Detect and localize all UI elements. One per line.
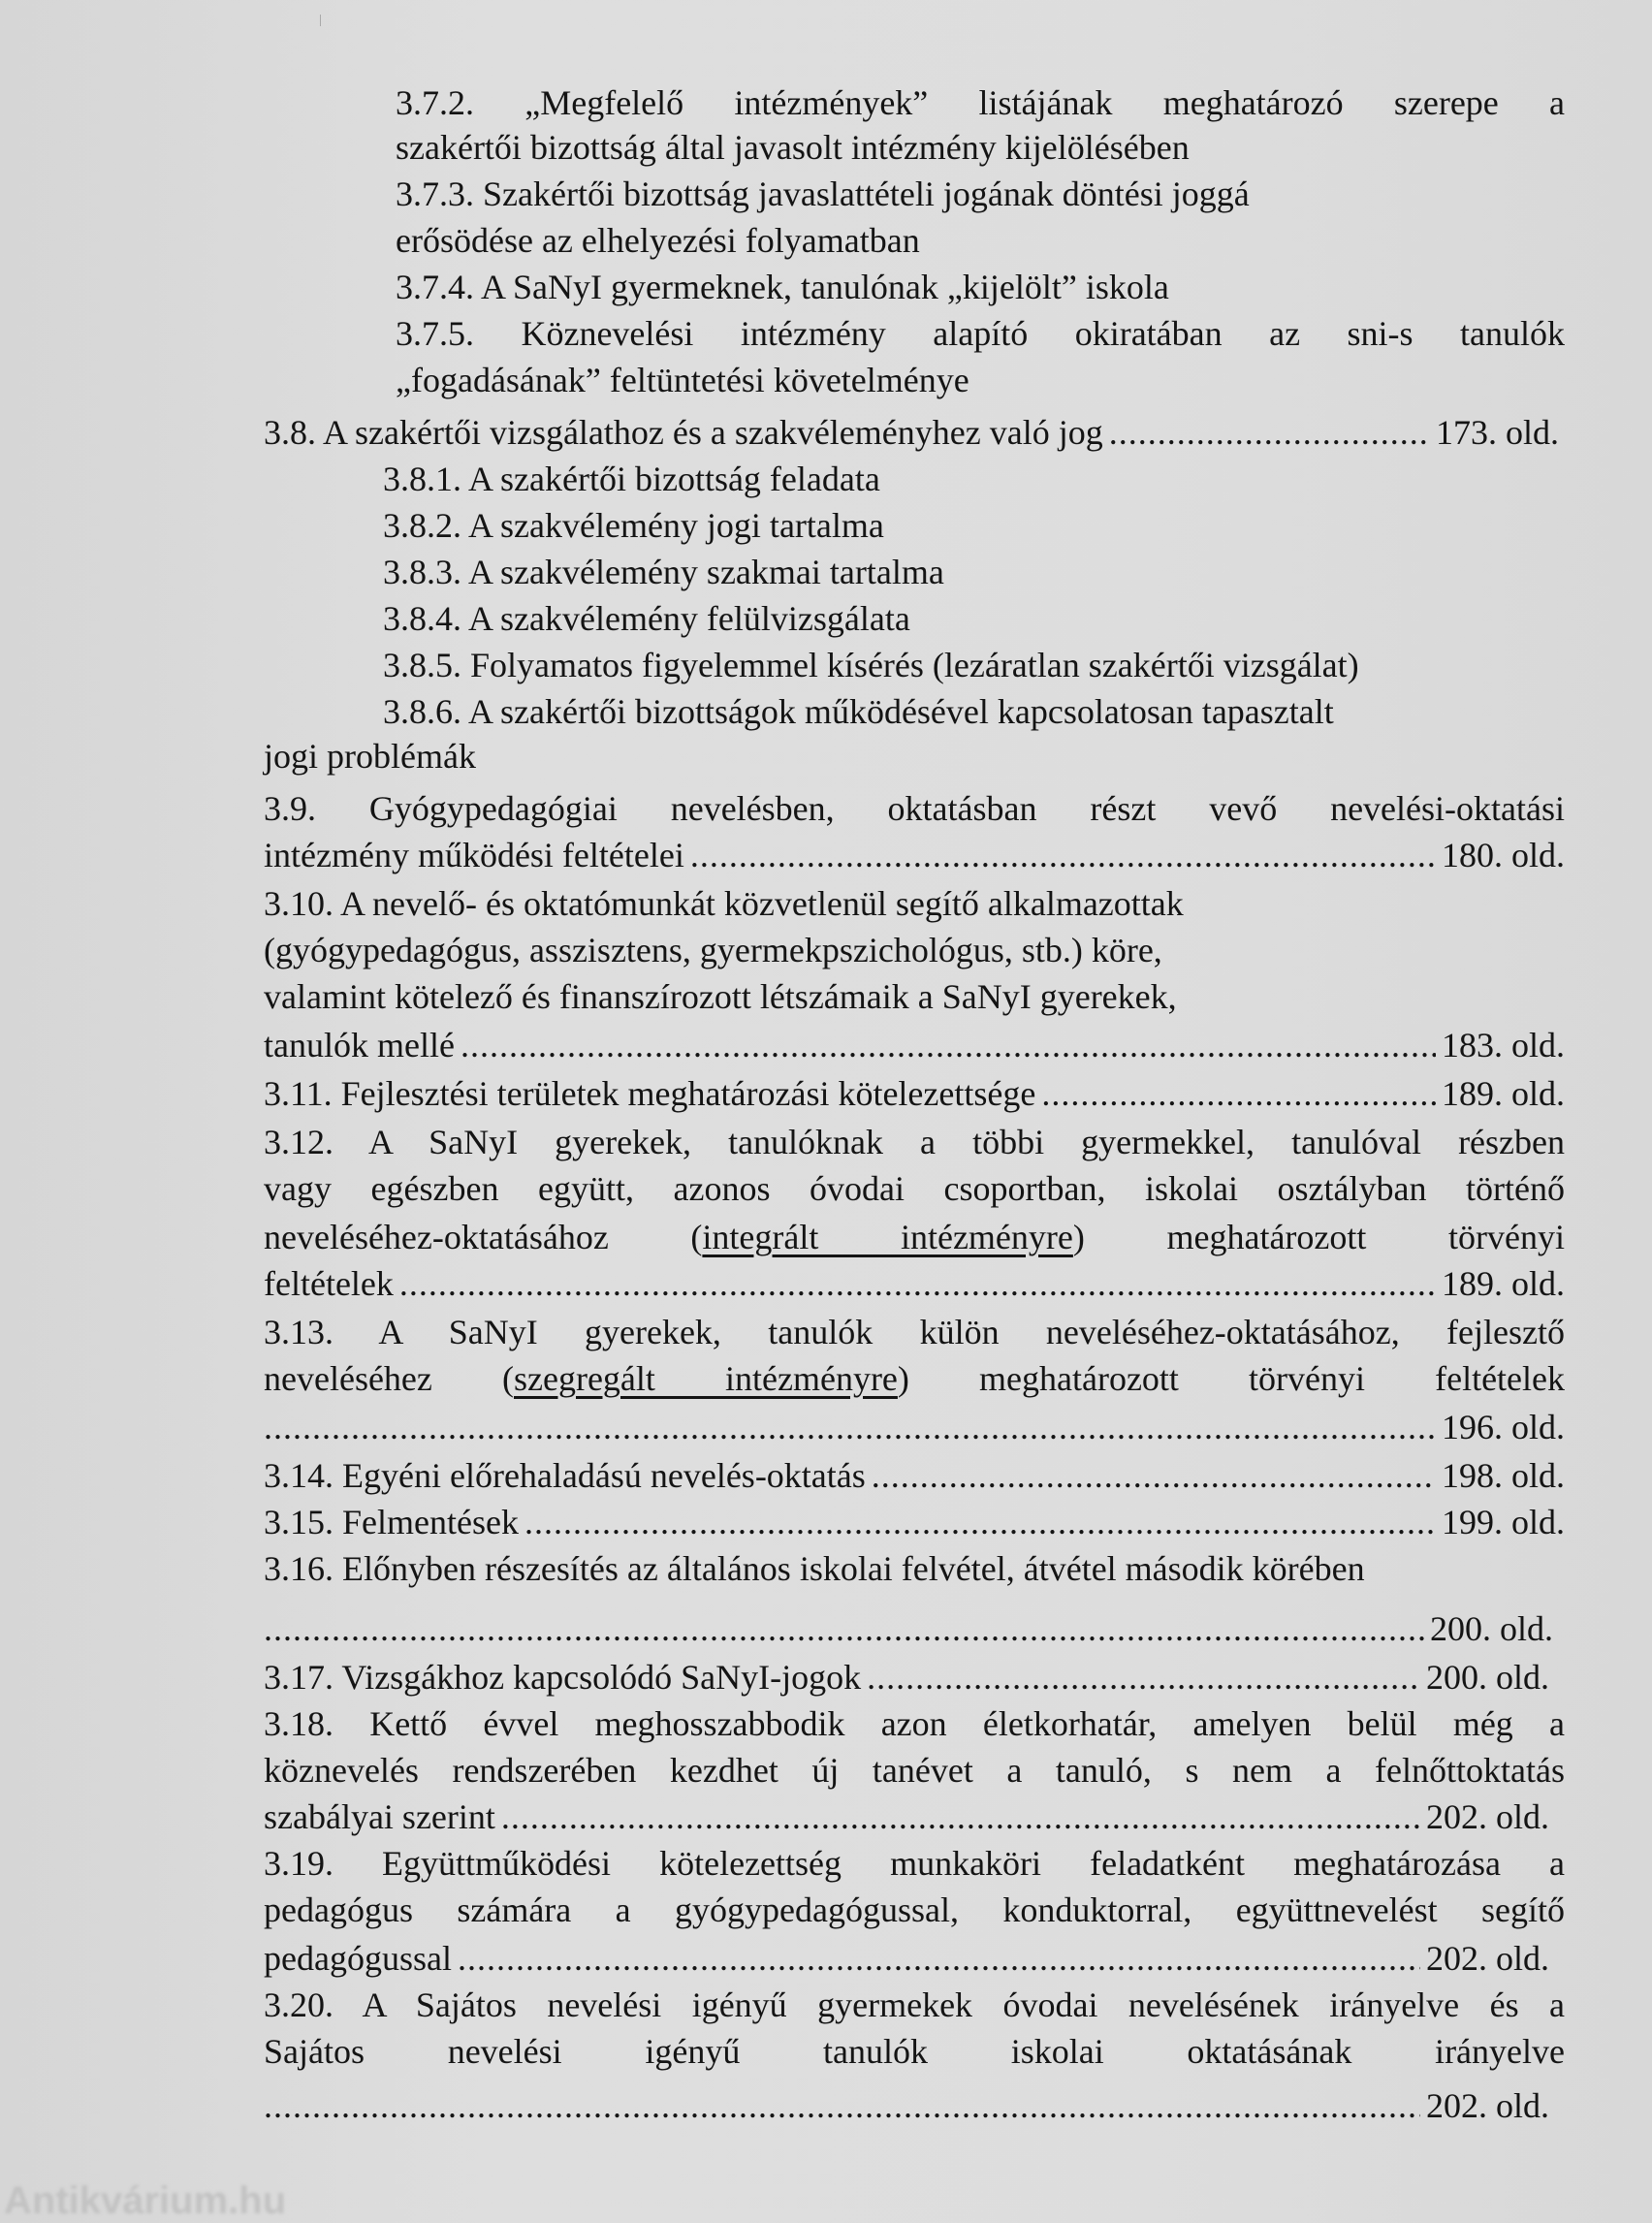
toc-entry-3-8-4: 3.8.4. A szakvélemény felülvizsgálata	[383, 599, 910, 638]
toc-entry-3-8-6-line-1: 3.8.6. A szakértői bizottságok működésével kapcsolatosan tapasztalt	[383, 692, 1334, 731]
toc-entry-3-8-3: 3.8.3. A szakvélemény szakmai tartalma	[383, 553, 944, 591]
toc-entry-3-7-3-line-2: erősödése az elhelyezési folyamatban	[396, 221, 920, 260]
dot-leader	[690, 834, 1436, 876]
toc-entry-title: 3.14. Egyéni előrehaladású nevelés-oktatás	[264, 1456, 866, 1495]
toc-entry-3-17[interactable]	[264, 1656, 1549, 1699]
toc-entry-3-7-5-line-2: „fogadásának” feltüntetési követelménye	[396, 361, 969, 399]
toc-entry-3-12-line-3	[264, 1216, 1565, 1258]
toc-entry-3-20-line-3[interactable]	[264, 2084, 1549, 2127]
toc-entry-3-14[interactable]	[264, 1454, 1565, 1497]
toc-entry-3-20-line-1: 3.20. A Sajátos nevelési igényű gyermekek óvodai nevelésének irányelve és a	[264, 1985, 1565, 2024]
dot-leader	[1041, 1072, 1436, 1115]
page-number: 202. old.	[1425, 2086, 1549, 2125]
toc-entry-3-10-line-2: (gyógypedagógus, asszisztens, gyermekpszichológus, stb.) köre,	[264, 931, 1162, 969]
page-number: 202. old.	[1425, 1797, 1549, 1836]
toc-entry-3-7-2-line-2: szakértői bizottság által javasolt intézmény kijelölésében	[396, 128, 1190, 167]
toc-entry-3-19-line-1: 3.19. Együttműködési kötelezettség munkaköri feladatként meghatározása a	[264, 1844, 1565, 1883]
toc-entry-3-8-5: 3.8.5. Folyamatos figyelemmel kísérés (lezáratlan szakértői vizsgálat)	[383, 646, 1359, 684]
page-number: 196. old.	[1441, 1408, 1565, 1446]
toc-entry-3-8-1: 3.8.1. A szakértői bizottság feladata	[383, 460, 880, 498]
toc-entry-3-19-line-3[interactable]	[264, 1937, 1549, 1980]
toc-entry-3-7-3-line-1: 3.7.3. Szakértői bizottság javaslattételi jogának döntési joggá	[396, 175, 1250, 213]
toc-entry-3-13-line-2	[264, 1357, 1565, 1400]
text-segment: neveléséhez (	[264, 1359, 514, 1398]
toc-entry-3-19-line-2: pedagógus számára a gyógypedagógussal, konduktorral, együttnevelést segítő	[264, 1890, 1565, 1929]
page-number: 199. old.	[1441, 1503, 1565, 1541]
page-number: 183. old.	[1441, 1026, 1565, 1064]
dot-leader	[461, 1024, 1436, 1066]
toc-entry-3-12-line-4[interactable]	[264, 1262, 1565, 1305]
page-number: 189. old.	[1441, 1074, 1565, 1113]
toc-entry-3-15[interactable]	[264, 1501, 1565, 1543]
page-number: 189. old.	[1441, 1264, 1565, 1303]
toc-entry-title: 3.11. Fejlesztési területek meghatározási kötelezettsége	[264, 1074, 1036, 1113]
page-number: 200. old.	[1425, 1658, 1549, 1697]
pencil-mark	[320, 15, 321, 26]
page-number: 202. old.	[1425, 1939, 1549, 1978]
toc-entry-3-10-line-1: 3.10. A nevelő- és oktatómunkát közvetlenül segítő alkalmazottak	[264, 884, 1184, 923]
dot-leader	[264, 1406, 1436, 1448]
page-number: 180. old.	[1441, 836, 1565, 874]
toc-entry-title: tanulók mellé	[264, 1026, 455, 1064]
toc-entry-title: pedagógussal	[264, 1939, 452, 1978]
toc-entry-title: 3.17. Vizsgákhoz kapcsolódó SaNyI-jogok	[264, 1658, 862, 1697]
toc-entry-3-8[interactable]	[264, 411, 1559, 454]
text-segment: neveléséhez-oktatásához (	[264, 1218, 703, 1256]
toc-entry-3-18-line-1: 3.18. Kettő évvel meghosszabbodik azon életkorhatár, amelyen belül még a	[264, 1704, 1565, 1743]
toc-entry-3-18-line-3[interactable]	[264, 1795, 1549, 1838]
toc-entry-3-8-2: 3.8.2. A szakvélemény jogi tartalma	[383, 506, 884, 545]
page-number: 198. old.	[1441, 1456, 1565, 1495]
toc-entry-3-16-line-2[interactable]	[264, 1607, 1553, 1650]
watermark: Antikvárium.hu	[4, 2179, 287, 2222]
dot-leader	[872, 1454, 1436, 1497]
toc-entry-title: szabályai szerint	[264, 1797, 495, 1836]
dot-leader	[524, 1501, 1436, 1543]
toc-entry-3-13-line-1: 3.13. A SaNyI gyerekek, tanulók külön neveléséhez-oktatásához, fejlesztő	[264, 1313, 1565, 1351]
dot-leader	[1109, 411, 1430, 454]
toc-entry-title: feltételek	[264, 1264, 394, 1303]
toc-entry-3-18-line-2: köznevelés rendszerében kezdhet új tanévet a tanuló, s nem a felnőttoktatás	[264, 1751, 1565, 1790]
dot-leader	[399, 1262, 1436, 1305]
toc-entry-3-16-line-1: 3.16. Előnyben részesítés az általános iskolai felvétel, átvétel második körében	[264, 1549, 1365, 1588]
toc-entry-3-10-line-3: valamint kötelező és finanszírozott létszámaik a SaNyI gyerekek,	[264, 977, 1177, 1016]
toc-entry-3-7-5-line-1: 3.7.5. Köznevelési intézmény alapító okiratában az sni-s tanulók	[396, 314, 1565, 353]
toc-entry-3-11[interactable]	[264, 1072, 1565, 1115]
toc-entry-title: 3.8. A szakértői vizsgálathoz és a szakvéleményhez való jog	[264, 413, 1103, 452]
dot-leader	[458, 1937, 1420, 1980]
page-number: 173. old.	[1435, 413, 1559, 452]
dot-leader	[867, 1656, 1420, 1699]
underlined-term: szegregált intézményre	[513, 1359, 898, 1398]
dot-leader	[264, 2084, 1420, 2127]
toc-entry-3-10-line-4[interactable]	[264, 1024, 1565, 1066]
page-number: 200. old.	[1429, 1609, 1553, 1648]
toc-entry-3-9-line-1: 3.9. Gyógypedagógiai nevelésben, oktatásban részt vevő nevelési-oktatási	[264, 789, 1565, 828]
underlined-term: integrált intézményre	[702, 1218, 1073, 1256]
toc-entry-title: 3.15. Felmentések	[264, 1503, 519, 1541]
toc-entry-3-8-6-line-2: jogi problémák	[264, 737, 476, 776]
toc-entry-3-12-line-2: vagy egészben együtt, azonos óvodai csoportban, iskolai osztályban történő	[264, 1169, 1565, 1208]
text-segment: ) meghatározott törvényi	[1072, 1218, 1565, 1256]
text-segment: ) meghatározott törvényi feltételek	[897, 1359, 1566, 1398]
toc-entry-3-7-4: 3.7.4. A SaNyI gyermeknek, tanulónak „kijelölt” iskola	[396, 268, 1169, 306]
toc-entry-title: intézmény működési feltételei	[264, 836, 684, 874]
dot-leader	[501, 1795, 1420, 1838]
toc-entry-3-20-line-2: Sajátos nevelési igényű tanulók iskolai oktatásának irányelve	[264, 2032, 1565, 2071]
toc-entry-3-7-2-line-1: 3.7.2. „Megfelelő intézmények” listájának meghatározó szerepe a	[396, 83, 1565, 122]
toc-entry-3-12-line-1: 3.12. A SaNyI gyerekek, tanulóknak a többi gyermekkel, tanulóval részben	[264, 1123, 1565, 1161]
toc-entry-3-9-line-2[interactable]	[264, 834, 1565, 876]
dot-leader	[264, 1607, 1424, 1650]
toc-entry-3-13-line-3[interactable]	[264, 1406, 1565, 1448]
